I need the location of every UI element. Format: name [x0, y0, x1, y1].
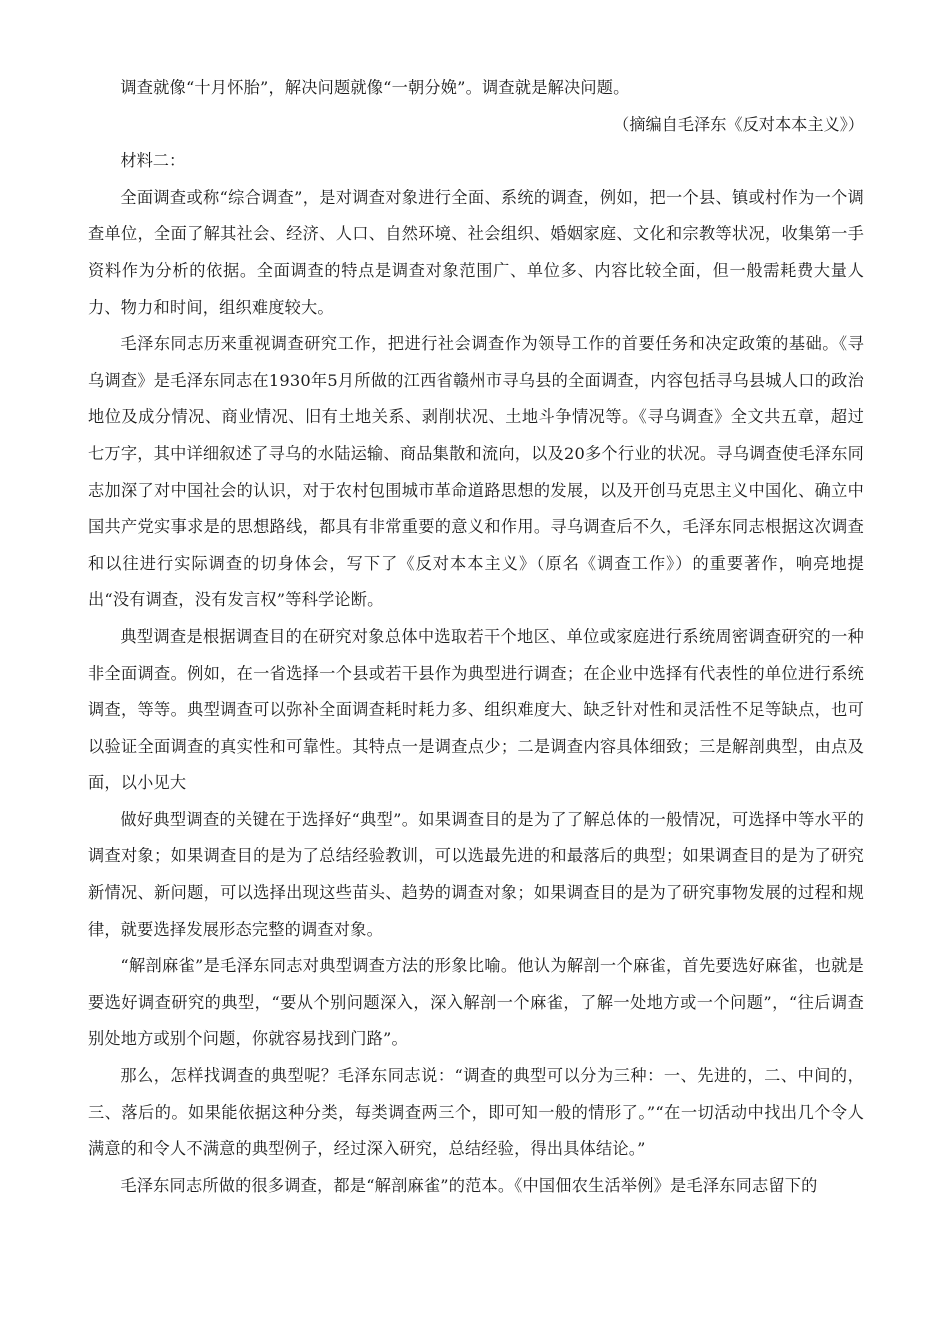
body-paragraph: “解剖麻雀”是毛泽东同志对典型调查方法的形象比喻。他认为解剖一个麻雀，首先要选好麻雀，也就是要选好调查研究的典型，“要从个别问题深入，深入解剖一个麻雀，了解一处地方或一个问题”，“往后调查别处地方或别个问题，你就容易找到门路”。 — [88, 956, 864, 1049]
body-paragraph: 毛泽东同志历来重视调查研究工作，把进行社会调查作为领导工作的首要任务和决定政策的基础。《寻乌调查》是毛泽东同志在1930年5月所做的江西省赣州市寻乌县的全面调查，内容包括寻乌县城人口的政治地位及成分情况、商业情况、旧有土地关系、剥削状况、土地斗争情况等。《寻乌调查》全文共五章，超过七万字，其中详细叙述了寻乌的水陆运输、商品集散和流向，以及20多个行业的状况。寻乌调查使毛泽东同志加深了对中国社会的认识，对于农村包围城市革命道路思想的发展，以及开创马克思主义中国化、确立中国共产党实事求是的思想路线，都具有非常重要的意义和作用。寻乌调查后不久，毛泽东同志根据这次调查和以往进行实际调查的切身体会，写下了《反对本本主义》（原名《调查工作》）的重要著作，响亮地提出“没有调查，没有发言权”等科学论断。 — [88, 334, 864, 610]
source-citation: （摘编自毛泽东《反对本本主义》） — [613, 114, 864, 134]
body-paragraph: 做好典型调查的关键在于选择好“典型”。如果调查目的是为了了解总体的一般情况，可选择中等水平的调查对象；如果调查目的是为了总结经验教训，可以选最先进的和最落后的典型；如果调查目的是为了研究新情况、新问题，可以选择出现这些苗头、趋势的调查对象；如果调查目的是为了研究事物发展的过程和规律，就要选择发展形态完整的调查对象。 — [88, 809, 864, 939]
document-page — [88, 70, 864, 1204]
intro-paragraph: 调查就像“十月怀胎”，解决问题就像“一朝分娩”。调查就是解决问题。 — [120, 78, 630, 97]
body-paragraph: 全面调查或称“综合调查”，是对调查对象进行全面、系统的调查，例如，把一个县、镇或村作为一个调查单位，全面了解其社会、经济、人口、自然环境、社会组织、婚姻家庭、文化和宗教等状况，收集第一手资料作为分析的依据。全面调查的特点是调查对象范围广、单位多、内容比较全面，但一般需耗费大量人力、物力和时间，组织难度较大。 — [88, 187, 864, 317]
body-paragraph: 典型调查是根据调查目的在研究对象总体中选取若干个地区、单位或家庭进行系统周密调查研究的一种非全面调查。例如，在一省选择一个县或若干县作为典型进行调查；在企业中选择有代表性的单位进行系统调查，等等。典型调查可以弥补全面调查耗时耗力多、组织难度大、缺乏针对性和灵活性不足等缺点，也可以验证全面调查的真实性和可靠性。其特点一是调查点少；二是调查内容具体细致；三是解剖典型，由点及面，以小见大 — [88, 626, 864, 793]
body-paragraph: 那么，怎样找调查的典型呢？毛泽东同志说：“调查的典型可以分为三种：一、先进的，二、中间的，三、落后的。如果能依据这种分类，每类调查两三个，即可知一般的情形了。”“在一切活动中找出几个令人满意的和令人不满意的典型例子，经过深入研究，总结经验，得出具体结论。” — [88, 1066, 864, 1159]
body-paragraph: 毛泽东同志所做的很多调查，都是“解剖麻雀”的范本。《中国佃农生活举例》是毛泽东同志留下的 — [120, 1175, 818, 1195]
section-heading: 材料二： — [120, 151, 186, 171]
